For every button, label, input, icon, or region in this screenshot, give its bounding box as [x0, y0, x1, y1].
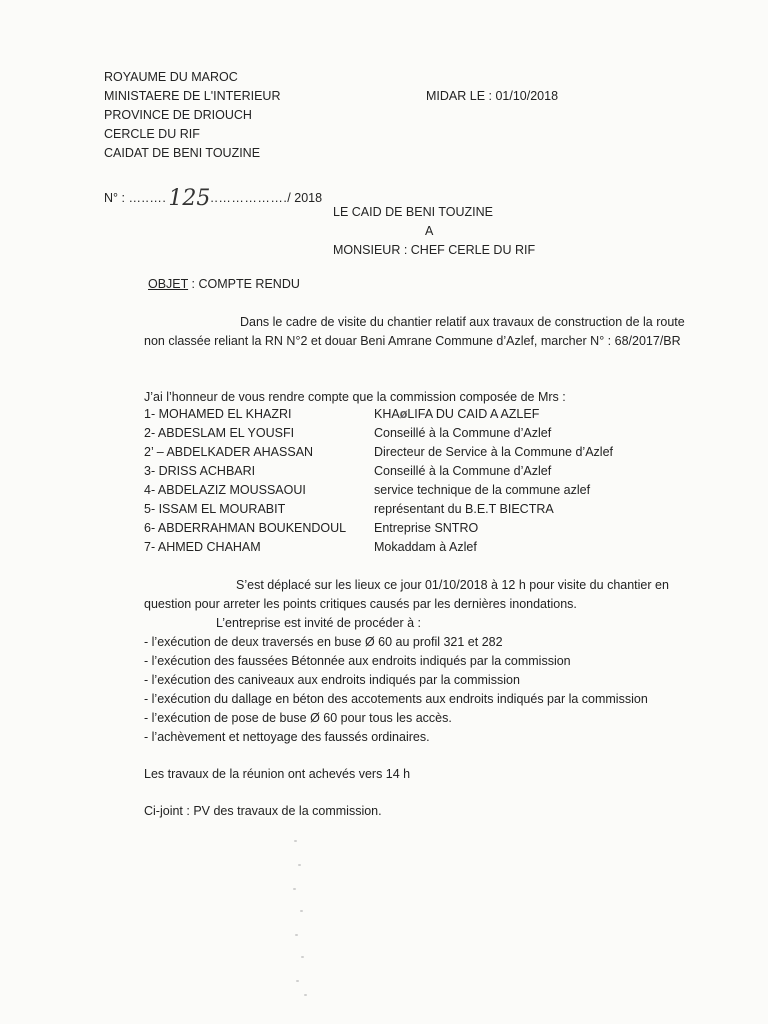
handwritten-number: 125	[168, 186, 211, 211]
member-role: Conseillé à la Commune d’Azlef	[374, 426, 552, 440]
letterhead-line: CAIDAT DE BENI TOUZINE	[104, 146, 261, 160]
attachment-line: Ci-joint : PV des travaux de la commission.	[144, 804, 382, 818]
reference-dots: ..…………….	[210, 191, 288, 205]
member-name: 5- ISSAM EL MOURABIT	[144, 502, 286, 516]
invite-paragraph: L’entreprise est invité de procéder à :	[216, 616, 421, 630]
letterhead-line: CERCLE DU RIF	[104, 127, 200, 141]
letterhead-line: PROVINCE DE DRIOUCH	[104, 108, 252, 122]
correction-mark: ø	[399, 407, 408, 421]
task-item: - l’exécution des caniveaux aux endroits indiqués par la commission	[144, 673, 520, 687]
member-role: KHAøLIFA DU CAID A AZLEF	[374, 407, 540, 421]
member-name: 2- ABDESLAM EL YOUSFI	[144, 426, 295, 440]
member-role: Mokaddam à Azlef	[374, 540, 477, 554]
task-item: - l’exécution du dallage en béton des accotements aux endroits indiqués par la commission	[144, 692, 648, 706]
reference-dots: …..….	[128, 191, 167, 205]
addressee-a: A	[425, 224, 434, 238]
sender-line: LE CAID DE BENI TOUZINE	[333, 205, 493, 219]
subject-label: OBJET	[148, 277, 189, 291]
task-item: - l’achèvement et nettoyage des faussés ordinaires.	[144, 730, 430, 744]
letterhead-line: MINISTAERE DE L'INTERIEUR	[104, 89, 281, 103]
addressee-block	[333, 203, 535, 260]
visit-paragraph: S’est déplacé sur les lieux ce jour 01/10/2018 à 12 h pour visite du chantier en question pour arreter les points critiques causés par les dernières inondations.	[144, 578, 669, 611]
member-name: 4- ABDELAZIZ MOUSSAOUI	[144, 483, 306, 497]
task-item: - l’exécution des faussées Bétonnée aux endroits indiqués par la commission	[144, 654, 571, 668]
letter-date: MIDAR LE : 01/10/2018	[426, 89, 559, 103]
scan-artifacts	[292, 830, 322, 1000]
member-name: 2’ – ABDELKADER AHASSAN	[144, 445, 314, 459]
letterhead	[104, 68, 280, 163]
intro-paragraph: Dans le cadre de visite du chantier relatif aux travaux de construction de la route non classée reliant la RN N°2 et douar Beni Amrane Commune d’Azlef, marcher N° : 68/2017/BR	[144, 315, 685, 348]
task-list	[144, 633, 648, 747]
task-item: - l’exécution de pose de buse Ø 60 pour tous les accès.	[144, 711, 452, 725]
honneur-paragraph: J’ai l’honneur de vous rendre compte que la commission composée de Mrs :	[144, 390, 566, 404]
subject-line	[148, 277, 300, 293]
subject-text: : COMPTE RENDU	[188, 277, 300, 291]
member-role: représentant du B.E.T BIECTRA	[374, 502, 554, 516]
member-name: 3- DRISS ACHBARI	[144, 464, 256, 478]
recipient-line: MONSIEUR : CHEF CERLE DU RIF	[333, 243, 536, 257]
reference-year: / 2018	[287, 191, 323, 205]
reference-number	[104, 182, 322, 210]
reference-prefix: N° :	[104, 191, 129, 205]
closing-paragraph: Les travaux de la réunion ont achevés vers 14 h	[144, 767, 411, 781]
task-item: - l’exécution de deux traversés en buse Ø 60 au profil 321 et 282	[144, 635, 503, 649]
member-role: Entreprise SNTRO	[374, 521, 479, 535]
member-name: 6- ABDERRAHMAN BOUKENDOUL	[144, 521, 347, 535]
member-role: Directeur de Service à la Commune d’Azlef	[374, 445, 613, 459]
member-role: Conseillé à la Commune d’Azlef	[374, 464, 552, 478]
letterhead-line: ROYAUME DU MAROC	[104, 70, 238, 84]
member-name: 7- AHMED CHAHAM	[144, 540, 261, 554]
member-role: service technique de la commune azlef	[374, 483, 591, 497]
member-name: 1- MOHAMED EL KHAZRI	[144, 407, 292, 421]
